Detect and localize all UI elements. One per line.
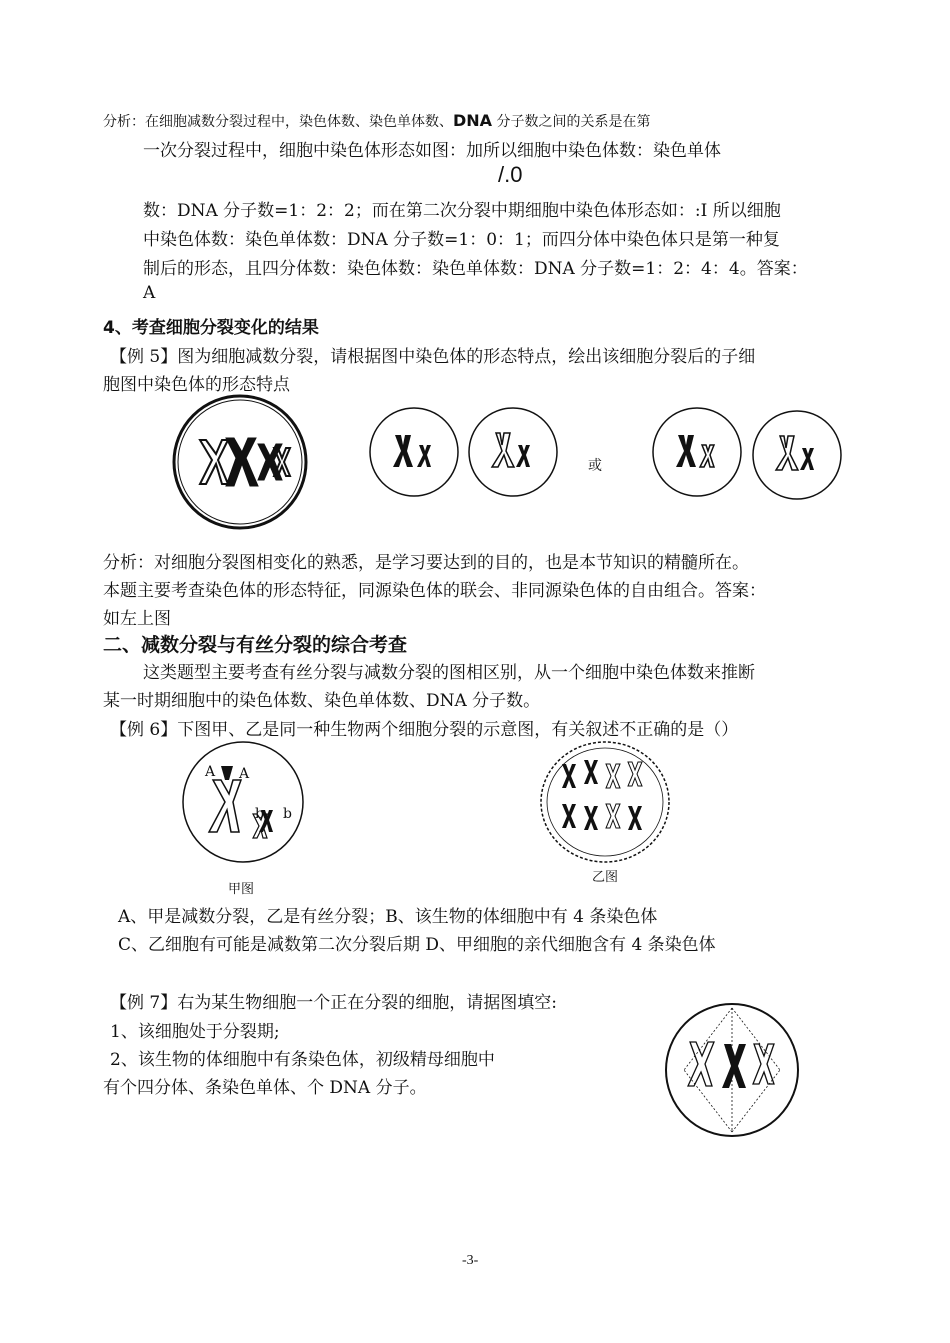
example-6-question: 【例 6】下图甲、乙是同一种生物两个细胞分裂的示意图，有关叙述不正确的是（） [110,720,739,740]
section-2-intro-line-2: 某一时期细胞中的染色体数、染色单体数、DNA 分子数。 [103,691,541,711]
analysis-line-3: /.0 [498,162,523,187]
example-7-cell-figure [662,1000,802,1140]
figure-yi [538,740,673,865]
example-5-analysis-line-3: 如左上图 [103,609,171,629]
label-A-right: A [239,766,250,782]
figure-jia [175,740,315,870]
daughter-cell-1b [466,405,560,499]
example-7-line-2: 1、该细胞处于分裂期; [110,1022,280,1042]
example-7-line-3: 2、该生物的体细胞中有条染色体，初级精母细胞中 [110,1050,495,1070]
analysis-line-1-text-a: 分析：在细胞减数分裂过程中，染色体数、染色单体数、 [103,114,453,130]
label-A-left: A [205,764,216,780]
example-5-line-1: 【例 5】图为细胞减数分裂，请根据图中染色体的形态特点，绘出该细胞分裂后的子细 [110,347,756,367]
example-6-options-line-2: C、乙细胞有可能是减数第二次分裂后期 D、甲细胞的亲代细胞含有 4 条染色体 [118,935,716,955]
example-5-line-2: 胞图中染色体的形态特点 [103,375,290,395]
daughter-cell-1a [367,405,461,499]
analysis-line-6: 制后的形态，且四分体数：染色体数：染色单体数：DNA 分子数=1：2：4：4。答案： [143,259,808,279]
analysis-line-1 [103,111,651,131]
label-b-left: b [255,806,264,822]
example-7-line-1: 【例 7】右为某生物细胞一个正在分裂的细胞，请据图填空: [110,993,557,1013]
section-4-title: 4、考查细胞分裂变化的结果 [103,318,319,338]
figure-jia-caption: 甲图 [228,882,255,897]
example-5-analysis-line-1: 分析：对细胞分裂图相变化的熟悉，是学习要达到的目的，也是本节知识的精髓所在。 [103,553,749,573]
daughter-cell-2a [650,405,744,499]
label-b-right: b [283,806,292,822]
example-5-analysis-line-2: 本题主要考查染色体的形态特征，同源染色体的联会、非同源染色体的自由组合。答案： [103,581,766,601]
analysis-line-4: 数：DNA 分子数=1：2：2；而在第二次分裂中期细胞中染色体形态如：:I 所以细胞 [143,201,781,221]
page-number: -3- [462,1253,479,1268]
analysis-line-7: A [143,283,156,303]
section-2-title: 二、减数分裂与有丝分裂的综合考查 [103,634,408,656]
analysis-line-1-text-b: 分子数之间的关系是在第 [492,114,651,130]
figure-yi-caption: 乙图 [592,870,619,885]
analysis-line-1-dna: DNA [453,111,493,130]
or-label: 或 [588,458,602,474]
example-6-options-line-1: A、甲是减数分裂，乙是有丝分裂；B、该生物的体细胞中有 4 条染色体 [118,907,658,927]
parent-cell-figure [170,392,310,532]
section-2-intro-line-1: 这类题型主要考查有丝分裂与减数分裂的图相区别，从一个细胞中染色体数来推断 [143,663,755,683]
analysis-line-5: 中染色体数：染色单体数：DNA 分子数=1：0：1；而四分体中染色体只是第一种复 [143,230,780,250]
analysis-line-2: 一次分裂过程中，细胞中染色体形态如图：加所以细胞中染色体数：染色单体 [143,141,721,161]
daughter-cell-2b [750,408,844,502]
example-7-line-4: 有个四分体、条染色单体、个 DNA 分子。 [103,1078,427,1098]
